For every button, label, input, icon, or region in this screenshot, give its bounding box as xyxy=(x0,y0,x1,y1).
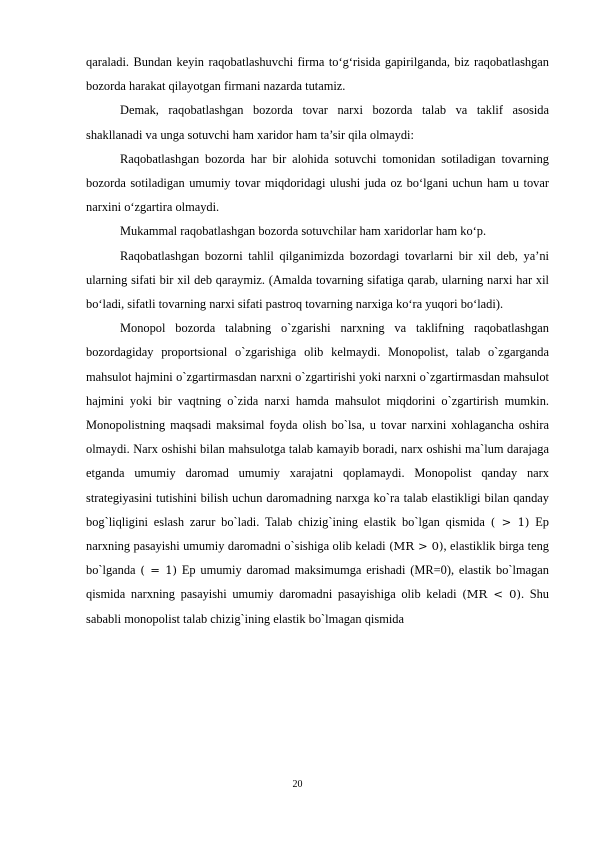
paragraph-2: Demak, raqobatlashgan bozorda tovar narxi bozorda talab va taklif asosida shakllanadi va unga sotuvchi ham xaridor ham ta’sir qila olmaydi: xyxy=(86,103,549,142)
fragment-after-mr-negative: . Shu sababli monopolist talab chizig`ining elastik bo`lmagan qismida xyxy=(86,587,549,626)
fragment-after-mr-positive: , elastiklik birga teng bo`lganda xyxy=(86,539,549,578)
math-unit-elastic: ( = 1) xyxy=(140,563,178,578)
math-mr-negative: (MR < 0) xyxy=(462,587,521,602)
paragraph-3: Raqobatlashgan bozorda har bir alohida sotuvchi tomonidan sotiladigan tovarning bozorda sotiladigan umumiy tovar miqdoridagi ulushi juda oz bo‘lgani uchun ham u tovar narxini o‘zgartira olmaydi. xyxy=(86,151,549,215)
math-mr-positive: (MR > 0) xyxy=(389,539,444,554)
document-page xyxy=(86,50,549,631)
page-number: 20 xyxy=(292,779,303,790)
math-elastic-gt: ( > 1) xyxy=(490,514,530,529)
paragraph-6-text: Monopol bozorda talabning o`zgarishi narxning va taklifning raqobatlashgan bozordagiday proportsional o`zgarishiga olib kelmaydi. Monopolist, talab o`zgarganda mahsulot hajmini o`zgartirmasdan narxni o`zgartirishi yoki narxni o`zgartirmasdan mahsulot hajmini yoki bir vaqtning o`zida narxi hamda mahsulot miqdorini o`zgartirish mumkin. Monopolistning maqsadi maksimal foyda olish bo`lsa, u tovar narxini xohlagancha oshira olmaydi. Narx oshishi bilan mahsulotga talab kamayib boradi, narx oshishi ma`lum darajaga etganda umumiy daromad umumiy xarajatni qoplamaydi. Monopolist qanday narx strategiyasini tutishini bilish uchun daromadning narxga ko`ra talab elastikligi bilan qanday bog`liqligini eslash zarur bo`ladi. Talab chizig`ining elastik bo`lgan qismida xyxy=(86,321,549,529)
fragment-after-elastic: Ep narxning pasayishi umumiy daromadni o`sishiga olib keladi xyxy=(86,514,549,554)
paragraph-6 xyxy=(86,316,549,631)
fragment-after-unit-elastic: Ep umumiy daromad maksimumga erishadi (MR=0), elastik bo`lmagan qismida narxning pasayishi umumiy daromadni pasayishiga olib keladi xyxy=(86,563,549,602)
paragraph-5: Raqobatlashgan bozorni tahlil qilganimizda bozordagi tovarlarni bir xil deb, ya’ni ularning sifati bir xil deb qaraymiz. (Amalda tovarning sifatiga qarab, ularning narxi har xil bo‘ladi, sifatli tovarning narxi sifati pastroq tovarning narxiga ko‘ra yuqori bo‘ladi). xyxy=(86,248,549,312)
paragraph-1: qaraladi. Bundan keyin raqobatlashuvchi firma to‘g‘risida gapirilganda, biz raqobatlashgan bozorda harakat qilayotgan firmani nazarda tutamiz. xyxy=(86,55,549,94)
paragraph-4: Mukammal raqobatlashgan bozorda sotuvchilar ham xaridorlar ham ko‘p. xyxy=(120,224,487,239)
